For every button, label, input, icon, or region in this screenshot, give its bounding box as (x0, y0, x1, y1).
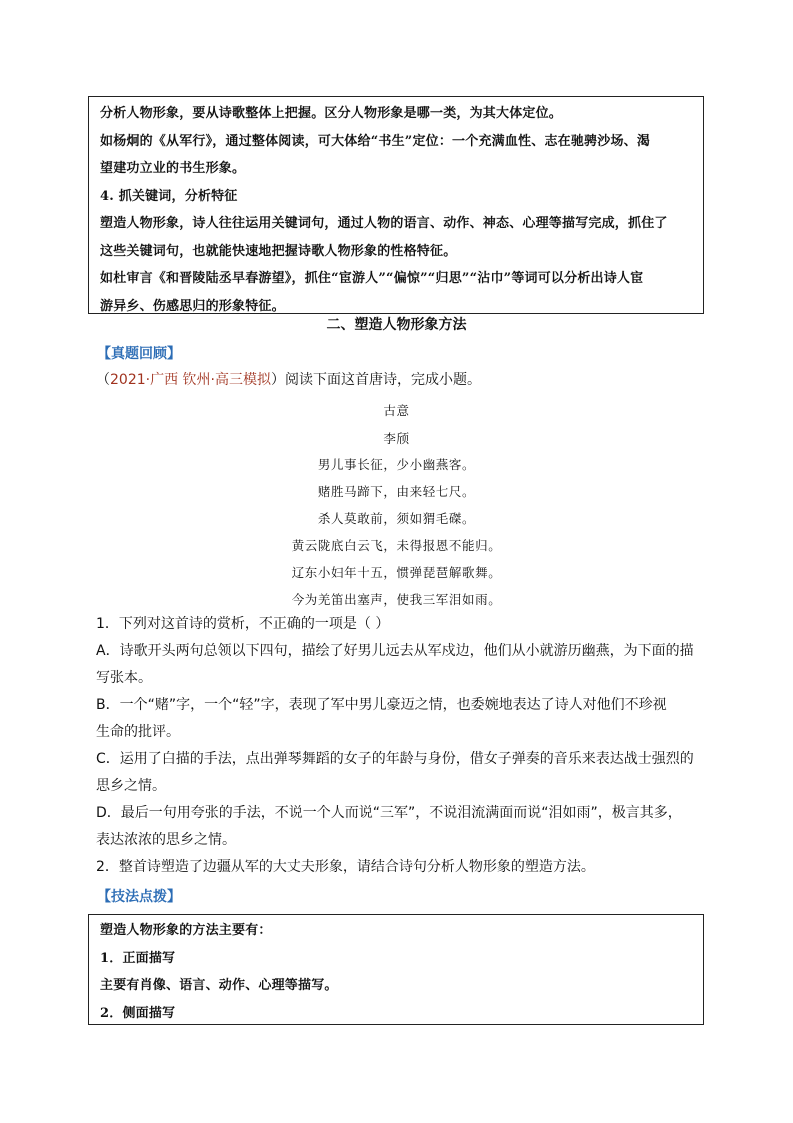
poem-line: 辽东小妇年十五，惯弹琵琶解歌舞。 (291, 565, 502, 580)
option-d-line: D．最后一句用夸张的手法，不说一个人而说“三军”，不说泪流满面而说“泪如雨”，极言其多， (96, 805, 682, 821)
option-c-line: C．运用了白描的手法，点出弹琴舞蹈的女子的年龄与身份，借女子弹奏的音乐来表达战士强烈的 (96, 751, 694, 767)
technique-line: 主要有肖像、语言、动作、心理等描写。 (100, 978, 338, 993)
summary-line: 游异乡、伤感思归的形象特征。 (100, 298, 285, 314)
option-b-line: B．一个“赌”字，一个“轻”字，表现了军中男儿豪迈之情，也委婉地表达了诗人对他们不珍视 (96, 697, 667, 713)
poem-line: 杀人莫敢前，须如猬毛磔。 (317, 511, 476, 526)
source-origin: 2021·广西 钦州·高三模拟 (110, 372, 271, 388)
summary-heading: 4. 抓关键词，分析特征 (100, 188, 238, 204)
poem-line: 黄云陇底白云飞，未得报恩不能归。 (291, 538, 502, 553)
technique-heading: 2．侧面描写 (100, 1005, 176, 1021)
poem-title: 古意 (383, 403, 410, 418)
summary-line: 如杜审言《和晋陵陆丞早春游望》，抓住“宦游人”“偏惊”“归思”“沾巾”等词可以分析出诗人宦 (100, 271, 644, 286)
poem-line: 今为羌笛出塞声，使我三军泪如雨。 (291, 592, 502, 607)
review-tag: 【真题回顾】 (97, 346, 181, 362)
section-title: 二、塑造人物形象方法 (326, 317, 467, 333)
source-instruction: 阅读下面这首唐诗，完成小题。 (284, 372, 481, 388)
method-summary-box (88, 96, 704, 314)
poem-line: 男儿事长征，少小幽燕客。 (317, 457, 476, 472)
summary-line: 分析人物形象，要从诗歌整体上把握。区分人物形象是哪一类，为其大体定位。 (100, 106, 563, 121)
tips-tag: 【技法点拨】 (97, 889, 181, 905)
poem-line: 赌胜马蹄下，由来轻七尺。 (317, 484, 476, 499)
technique-line: 塑造人物形象的方法主要有： (100, 923, 272, 938)
summary-line: 这些关键词句，也就能快速地把握诗歌人物形象的性格特征。 (100, 243, 457, 259)
question-1 (96, 611, 706, 881)
option-a-line: 写张本。 (96, 670, 152, 686)
technique-heading: 1．正面描写 (100, 950, 176, 966)
question-source (96, 369, 481, 391)
summary-line: 塑造人物形象，诗人往往运用关键词句，通过人物的语言、动作、神态、心理等描写完成，抓住了 (100, 216, 668, 231)
source-open: （ (96, 372, 110, 388)
option-b-line: 生命的批评。 (96, 724, 180, 740)
option-d-line: 表达浓浓的思乡之情。 (96, 832, 236, 848)
question-1-stem: 1．下列对这首诗的赏析，不正确的一项是（ ） (96, 616, 390, 632)
option-a-line: A．诗歌开头两句总领以下四句，描绘了好男儿远去从军戍边，他们从小就游历幽燕，为下面的描 (96, 643, 694, 659)
source-close: ） (270, 372, 285, 388)
summary-line: 望建功立业的书生形象。 (100, 161, 246, 176)
poem-author: 李颀 (383, 431, 410, 446)
option-c-line: 思乡之情。 (96, 778, 166, 794)
technique-box (88, 914, 704, 1025)
question-2: 2．整首诗塑造了边疆从军的大丈夫形象，请结合诗句分析人物形象的塑造方法。 (96, 859, 595, 875)
summary-line: 如杨炯的《从军行》，通过整体阅读，可大体给“书生”定位：一个充满血性、志在驰骋沙场、渴 (100, 133, 651, 149)
